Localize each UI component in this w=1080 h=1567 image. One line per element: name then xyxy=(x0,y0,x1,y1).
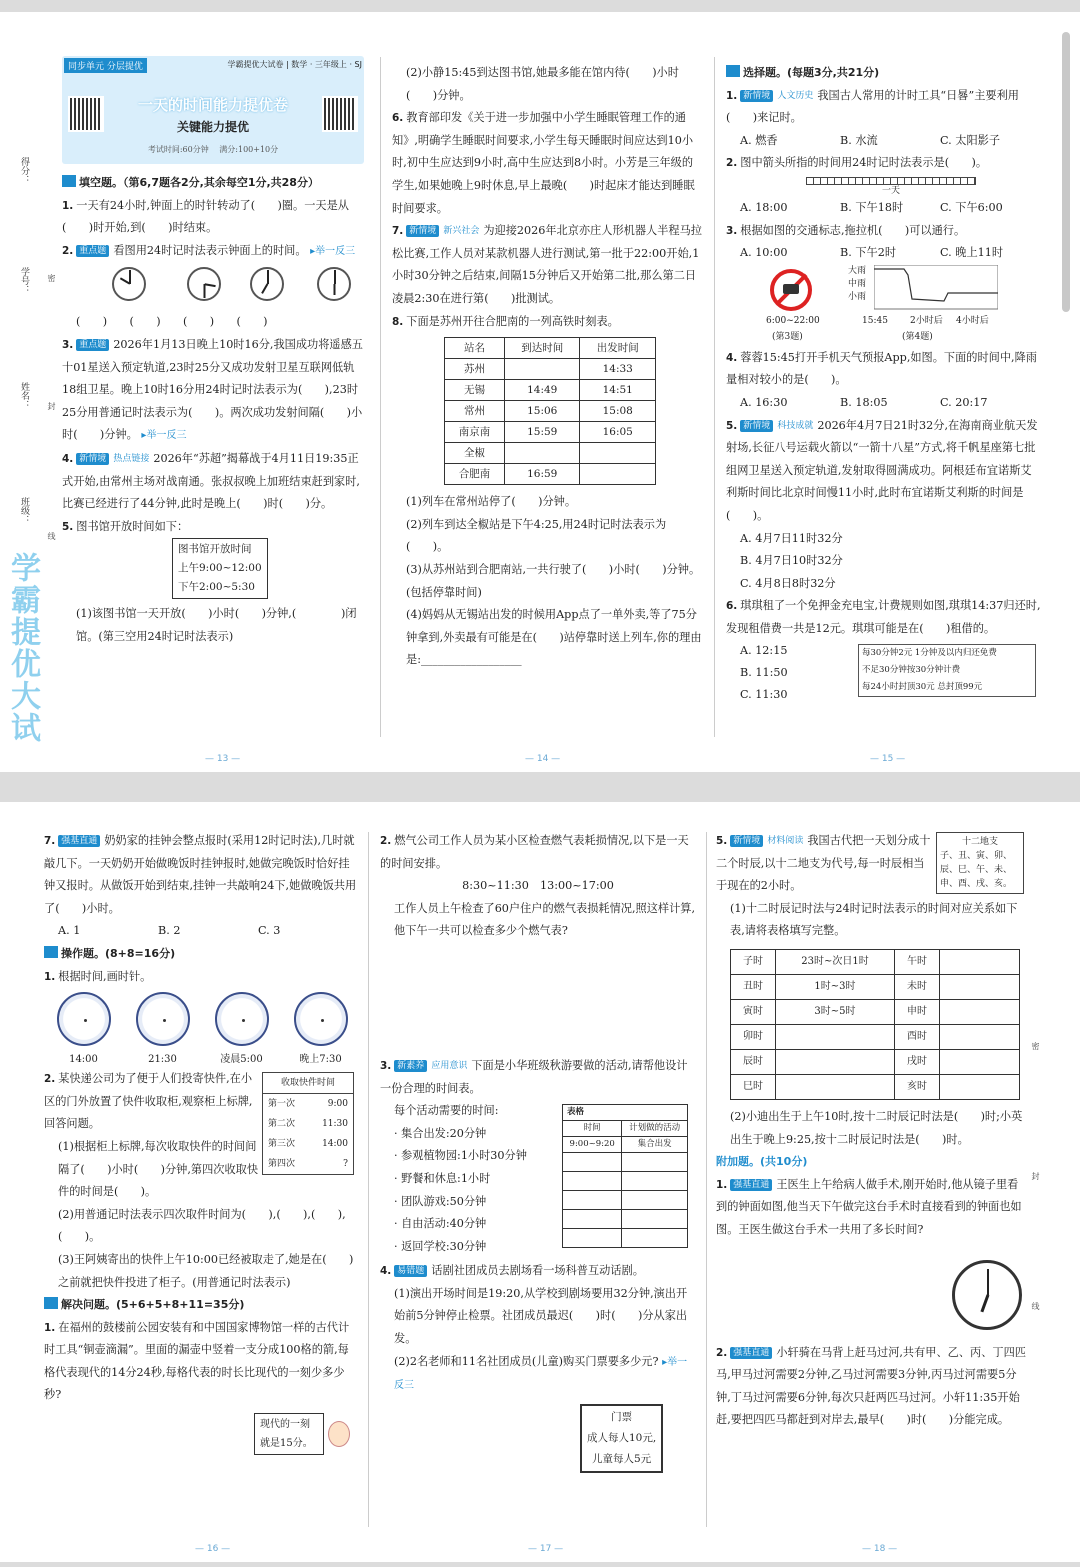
section-marker xyxy=(726,65,740,77)
earthly-branches-box: 十二地支 子、丑、寅、卯、辰、巳、午、未、申、酉、戌、亥。 xyxy=(936,832,1024,894)
question-text: 某快递公司为了便于人们投寄快件,在小区的门外放置了快件收取柜,观察柜上标牌,回答问题。 xyxy=(44,1072,253,1131)
question-text: (4)妈妈从无锡站出发的时候用App点了一单外卖,等了75分钟拿到,外卖最有可能是在( )站停靠时送上列车,你的理由是:__________________ xyxy=(406,608,702,667)
question-subtag: 应用意识 xyxy=(431,1060,468,1071)
hint-bubble: 现代的一刻就是15分。 xyxy=(254,1413,324,1455)
question-tag: 新素养 xyxy=(394,1060,427,1072)
scrollbar[interactable] xyxy=(1062,32,1070,312)
question-text: 王医生上午给病人做手术,刚开始时,他从镜子里看到的钟面如图,他当天下午做完这台手术时直接看到的钟面也如图。王医生做这台手术一共用了多长时间? xyxy=(716,1177,1022,1236)
choice-option[interactable]: C. 11:30 xyxy=(740,688,788,702)
table-row: 巳时 亥时 xyxy=(731,1074,1020,1099)
choice-option[interactable]: A. 燃香 xyxy=(740,133,778,147)
clock-icon xyxy=(317,267,351,301)
question-text: 工作人员上午检查了60户住户的燃气表损耗情况,照这样计算,他下午一共可以检查多少个燃气表? xyxy=(394,901,696,938)
activity-item: · 自由活动:40分钟 xyxy=(394,1217,487,1231)
activity-item: · 返回学校:30分钟 xyxy=(394,1239,487,1253)
question-text: (1)该图书馆一天开放( )小时( )分钟,( )闭馆。(第三空用24时记时法表示) xyxy=(76,607,357,643)
blank-clock-icon[interactable] xyxy=(215,992,269,1046)
choice-option[interactable]: B. 4月7日10时32分 xyxy=(740,554,843,568)
clock-icon xyxy=(250,267,284,301)
exam-subtitle: 关键能力提优 xyxy=(176,120,249,134)
question-text: 我国古代把一天划分成十二个时辰,以十二地支为代号,每一时辰相当于现在的2小时。 xyxy=(716,834,931,893)
blank-clock-icon[interactable] xyxy=(294,992,348,1046)
sign-time: 6:00~22:00 xyxy=(766,315,820,326)
question-text: 下面是苏州开往合肥南的一列高铁时刻表。 xyxy=(406,314,619,328)
question-tag: 强基直通 xyxy=(730,1179,772,1191)
question-tag: 易错题 xyxy=(394,1265,427,1277)
question-tag: 重点题 xyxy=(76,339,109,351)
series-label: 学霸提优大试卷 | 数学 · 三年级上 · SJ xyxy=(227,60,362,69)
section-heading: 操作题。(8+8=16分) xyxy=(44,943,360,966)
clock-row: 14:00 21:30 凌晨5:00 晚上7:30 xyxy=(44,988,360,1068)
question-text: 燃气公司工作人员为某小区检查燃气表耗损情况,以下是一天的时间安排。 xyxy=(380,834,689,870)
score-label: 得分： xyxy=(19,157,29,184)
question-subtag: 人文历史 xyxy=(777,90,814,101)
figure-caption: (第3题) xyxy=(772,331,803,342)
question-text: (1)列车在常州站停了( )分钟。 xyxy=(406,495,577,509)
column-divider xyxy=(714,57,715,737)
question-text: (1)根据柜上标牌,每次收取快件的时间间隔了( )小时( )分钟,第四次收取快件的时间是( )。 xyxy=(58,1139,259,1199)
question-text: 2026年1月13日晚上10时16分,我国成功将遥感五十01星送入预定轨道,23时25分又成功发射卫星互联网低轨18组卫星。晚上10时16分用24时记时法表示为( ),23时25分用普通记时法表示为( )。两次成功发射间隔( )小时( )分钟。 xyxy=(62,337,363,442)
table-row xyxy=(563,1172,688,1191)
name-label: 姓名： xyxy=(19,382,29,409)
practice-link[interactable]: ▸举一反三 xyxy=(310,245,356,257)
section-marker xyxy=(44,1297,58,1309)
question-text: 小轩骑在马背上赶马过河,共有甲、乙、丙、丁四匹马,甲马过河需要2分钟,乙马过河需要3分钟,丙马过河需要5分钟,丁马过河需要6分钟,每次只赶两匹马过河。小轩11:35开始赶,要把四匹马都赶到对岸去,最早( )时( )分能完成。 xyxy=(716,1345,1026,1427)
no-tractor-sign-icon xyxy=(770,269,812,311)
library-hours-box: 图书馆开放时间 上午9:00~12:00 下午2:00~5:30 xyxy=(172,538,268,599)
section-marker xyxy=(62,175,76,187)
question-tag: 新情境 xyxy=(76,453,109,465)
question-text: 2026年4月7日21时32分,在海南商业航天发射场,长征八号运载火箭以“一箭十八星”方式,将千帆星座第七批组网卫星送入预定轨道,发射取得圆满成功。阿根廷布宜诺斯艾利斯时间比北京时间慢11小时,此时布宜诺斯艾利斯的时间是( )。 xyxy=(726,418,1038,522)
question-text: (1)十二时辰记时法与24时记时法表示的时间对应关系如下表,请将表格填写完整。 xyxy=(730,901,1018,938)
column-3: 5. 新情境 材料阅读 我国古代把一天划分成十二个时辰,以十二地支为代号,每一时辰相当于现在的2小时。 十二地支 子、丑、寅、卯、辰、巳、午、未、申、酉、戌、亥。 (1)十二时辰记时法与24时记时法表示的时间对应关系如下表,请将表格填写完整。 子时 23时~次日1时 午时 丑时 1时~3时 未时 寅时 3时~5时 申时 卯时 酉时 辰时 戌时 巳时 亥时 (2)小迪出生于上午10时,按十二时辰记时法是( )时;小英出生于晚上9:25,按十二时辰记时法是( )时。 附加题。(共10分) 1. 强基直通 王医生上午给病人做手术,刚开始时,他从镜子里看到的钟面如图,他当天下午做完这台手术时直接看到的钟面也如图。王医生做这台手术一共用了多长时间? 2. 强基直通 小轩骑在马背上赶马过河,共有甲、乙、丙、丁四匹马,甲马过河需要2分钟,乙马过河需要3分钟,丙马过河需要5分钟,丁马过河需要6分钟,每次只赶两匹马过河。小轩11:35开始赶,要把四匹马都赶到对岸去,最早( )时( )分能完成。 xyxy=(716,834,1026,1427)
choice-option[interactable]: B. 11:50 xyxy=(740,666,788,680)
choice-option[interactable]: C. 20:17 xyxy=(940,395,988,409)
qr-code-icon xyxy=(324,98,356,130)
clock-icon xyxy=(112,267,146,301)
work-hours: 8:30~11:30 13:00~17:00 xyxy=(462,879,614,893)
column-1: 7. 强基直通 奶奶家的挂钟会整点报时(采用12时记时法),几时就敲几下。一天奶奶开始做晚饭时挂钟报时,她做完晚饭时恰好挂钟又报时。从做饭开始到结束,挂钟一共敲响24下,她做晚饭共用了( )小时。 A. 1 B. 2 C. 3 操作题。(8+8=16分) 1. 根据时间,画时针。 14:00 21:30 凌晨5:00 晚上7:30 2. 某快递公司为了便于人们投寄快件,在小区的门外放置了快件收取柜,观察柜上标牌,回答问题。 收取快件时间 第一次 9:00 第二次 11:30 第三次 14:00 第四次 ? (1)根据柜上标牌,每次收取快件的时间间隔了( )小时( )分钟,第四次收取快件的时间是( )。 (2)用普通记时法表示四次取件时间为( ),( ),( ),( )。 (3)王阿姨寄出的快件上午10:00已经被取走了,她是在( )之前就把快件投进了柜子。(用普通记时法表示) 解决问题。(5+6+5+8+11=35分) 1. 在福州的鼓楼前公园安装有和中国国家博物馆一样的古代计时工具“铜壶滴漏”。里面的漏壶中竖着一支分成100格的箭,每格代表现代的14分24秒,每格代表的时长比现代的一刻少多少秒? 现代的一刻就是15分。 xyxy=(44,830,360,1530)
question-subtag: 材料阅读 xyxy=(767,836,804,846)
column-divider xyxy=(380,57,381,737)
section-heading: 选择题。(每题3分,共21分) xyxy=(726,62,1042,85)
table-row: 南京南 15:59 16:05 xyxy=(445,422,656,443)
question-text: 图中箭头所指的时间用24时记时法表示是( )。 xyxy=(740,156,988,170)
page-number: — 17 — xyxy=(528,1544,564,1554)
choice-option[interactable]: A. 1 xyxy=(58,924,81,938)
mirror-clock-icon xyxy=(952,1260,1022,1330)
practice-link[interactable]: ▸举一反三 xyxy=(394,1356,688,1392)
page-number: — 18 — xyxy=(862,1544,898,1554)
question-text: 话剧社团成员去剧场看一场科普互动话剧。 xyxy=(431,1264,644,1278)
schedule-table: 表格 时间 计划做的活动 9:00~9:20 集合出发 xyxy=(562,1104,688,1248)
table-row: 寅时 3时~5时 申时 xyxy=(731,999,1020,1024)
seal-char: 线 xyxy=(1031,1302,1040,1310)
choice-option[interactable]: B. 下午2时 xyxy=(840,246,897,260)
worksheet-page-top xyxy=(0,12,1080,772)
section-heading: 填空题。（第6,7题各2分,其余每空1分,共28分） xyxy=(62,172,366,195)
pricing-rules-box: 每30分钟2元 1分钟及以内归还免费 不足30分钟按30分钟计费 每24小时封顶30元 总封顶99元 xyxy=(858,644,1036,697)
question-text: (3)王阿姨寄出的快件上午10:00已经被取走了,她是在( )之前就把快件投进了柜子。(用普通记时法表示) xyxy=(58,1252,354,1289)
question-text: (2)小静15:45到达图书馆,她最多能在馆内待( )小时( )分钟。 xyxy=(406,66,679,102)
seal-char: 密 xyxy=(1031,1042,1040,1050)
day-bar-figure: 一天 xyxy=(806,177,976,197)
choice-option[interactable]: A. 10:00 xyxy=(740,246,788,260)
activity-item: · 集合出发:20分钟 xyxy=(394,1126,487,1140)
clock-scenes xyxy=(62,263,366,311)
extra-section-heading: 附加题。(共10分) xyxy=(716,1155,808,1169)
table-row xyxy=(563,1191,688,1210)
question-text: 蓉蓉15:45打开手机天气预报App,如图。下面的时间中,降雨量相对较小的是( )。 xyxy=(726,350,1037,387)
question-text: 下面是小华班级秋游要做的活动,请帮他设计一份合理的时间表。 xyxy=(380,1058,688,1095)
activity-item: · 参观植物园:1小时30分钟 xyxy=(394,1149,527,1163)
question-text: 根据如图的交通标志,拖拉机( )可以通行。 xyxy=(740,223,966,237)
question-tag: 重点题 xyxy=(76,245,109,257)
train-timetable: 站名 到达时间 出发时间 苏州 14:33 无锡 14:49 14:51 常州 15:06 15:08 南京南 15:59 16:05 全椒 合肥南 16:59 xyxy=(444,337,656,485)
qr-code-icon xyxy=(70,98,102,130)
column-2: 2. 燃气公司工作人员为某小区检查燃气表耗损情况,以下是一天的时间安排。 8:30~11:30 13:00~17:00 工作人员上午检查了60户住户的燃气表损耗情况,照这样计算,他下午一共可以检查多少个燃气表? 3. 新素养 应用意识 下面是小华班级秋游要做的活动,请帮他设计一份合理的时间表。 每个活动需要的时间: · 集合出发:20分钟 · 参观植物园:1小时30分钟 · 野餐和休息:1小时 · 团队游戏:50分钟 · 自由活动:40分钟 · 返回学校:30分钟 表格 时间 计划做的活动 9:00~9:20 集合出发 4. 易错题 话剧社团成员去剧场看一场科普互动话剧。 (1)演出开场时间是19:20,从学校到剧场要用32分钟,演出开始前5分钟停止检票。社团成员最迟( )时( )分从家出发。 (2)2名老师和11名社团成员(儿童)购买门票要多少元? ▸举一反三 门票 成人每人10元, 儿童每人5元 xyxy=(380,830,696,1530)
binding-strip xyxy=(0,12,58,772)
question-text: 在福州的鼓楼前公园安装有和中国国家博物馆一样的古代计时工具“铜壶滴漏”。里面的漏壶中竖着一支分成100格的箭,每格代表现代的14分24秒,每格代表的时长比现代的一刻少多少秒? xyxy=(44,1320,350,1402)
seal-char: 封 xyxy=(47,402,56,410)
column-1: 填空题。（第6,7题各2分,其余每空1分,共28分） 1. 一天有24小时,钟面上的时针转动了( )圈。一天是从( )时开始,到( )时结束。 2. 重点题 看图用24时记时法表示钟面上的时间。 ▸举一反三 ( ) ( ) ( ) ( ) 3. 重点题 2026年1月13日晚上10时16分,我国成功将遥感五十01星送入预定轨道,23时25分又成功发射卫星互联网低轨18组卫星。晚上10时16分用24时记时法表示为( ),23时25分用普通记时法表示为( )。两次成功发射间隔( )小时( )分钟。 ▸举一反三 4. 新情境 热点链接 2026年“苏超”揭幕战于4月11日19:35正式开始,由常州主场对战南通。张叔叔晚上加班结束赶到家时,比赛已经进行了44分钟,此时是晚上( )时( )分。 5. 图书馆开放时间如下： 图书馆开放时间 上午9:00~12:00 下午2:00~5:30 (1)该图书馆一天开放( )小时( )分钟,( )闭馆。(第三空用24时记时法表示) xyxy=(62,172,366,752)
choice-option[interactable]: C. 下午6:00 xyxy=(940,200,1003,214)
question-tag: 新情境 xyxy=(406,225,439,237)
section-marker xyxy=(44,946,58,958)
exam-time: 考试时间:60分钟 xyxy=(147,145,209,154)
choice-option[interactable]: A. 16:30 xyxy=(740,395,788,409)
pickup-times-box: 收取快件时间 第一次 9:00 第二次 11:30 第三次 14:00 第四次 ? xyxy=(262,1072,354,1175)
choice-option[interactable]: A. 4月7日11时32分 xyxy=(740,531,843,545)
question-tag: 强基直通 xyxy=(730,1347,772,1359)
question-text: (2)2名老师和11名社团成员(儿童)购买门票要多少元? xyxy=(394,1354,659,1368)
answer-space[interactable] xyxy=(380,943,696,1055)
question-subtag: 新兴社会 xyxy=(443,226,480,237)
rain-chart: 大雨 中雨 小雨 15:45 2小时后 4小时后 xyxy=(848,265,998,313)
question-text: 琪琪租了一个免押金充电宝,计费规则如图,琪琪14:37归还时,发现租借费一共是12元。琪琪可能是在( )租借的。 xyxy=(726,599,1041,635)
figure-caption: (第4题) xyxy=(902,331,933,342)
seal-char: 封 xyxy=(1031,1172,1040,1180)
question-text: 教育部印发《关于进一步加强中小学生睡眠管理工作的通知》,明确学生睡眠时间要求,小学生每天睡眠时间应达到10小时,初中生应达到9小时,高中生应达到8小时。小芳是三年级的学生,如果她晚上9时休息,早上最晚( )时起床才能达到睡眠时间要求。 xyxy=(392,111,695,215)
table-row: 常州 15:06 15:08 xyxy=(445,401,656,422)
ticket-price-box: 门票 成人每人10元, 儿童每人5元 xyxy=(580,1404,663,1473)
activity-item: · 野餐和休息:1小时 xyxy=(394,1171,491,1185)
blank-clock-icon[interactable] xyxy=(57,992,111,1046)
choice-option[interactable]: C. 晚上11时 xyxy=(940,246,1004,260)
question-tag: 新情境 xyxy=(740,420,773,432)
brand-logo: 学霸提优大试 xyxy=(5,552,40,744)
column-2: (2)小静15:45到达图书馆,她最多能在馆内待( )小时( )分钟。 6. 教育部印发《关于进一步加强中小学生睡眠管理工作的通知》,明确学生睡眠时间要求,小学生每天睡眠时间应达到10小时,初中生应达到9小时,高中生应达到8小时。小芳是三年级的学生,如果她晚上9时休息,早上最晚( )时起床才能达到睡眠时间要求。 7. 新情境 新兴社会 为迎接2026年北京亦庄人形机器人半程马拉松比赛,工作人员对某款机器人进行测试,第一批于22:00开始,1小时30分钟之后结束,间隔15分钟后又开始第二批,那么第二日凌晨2:30在进行第( )批测试。 8. 下面是苏州开往合肥南的一列高铁时刻表。 站名 到达时间 出发时间 苏州 14:33 无锡 14:49 14:51 常州 15:06 15:08 南京南 15:59 16:05 全椒 合肥南 16:59 (1)列车在常州站停了( )分钟。 (2)列车到达全椒站是下午4:25,用24时记时法表示为( )。 (3)从苏州站到合肥南站,一共行驶了( )小时( )分钟。(包括停靠时间) (4)妈妈从无锡站出发的时候用App点了一单外卖,等了75分钟拿到,外卖最有可能是在( )站停靠时送上列车,你的理由是:__________________ xyxy=(392,62,704,752)
table-row xyxy=(563,1210,688,1229)
student-no-label: 学号： xyxy=(19,267,29,294)
question-text: 图书馆开放时间如下： xyxy=(76,519,189,533)
choice-option[interactable]: C. 4月8日8时32分 xyxy=(740,576,836,590)
table-row: 无锡 14:49 14:51 xyxy=(445,380,656,401)
question-tag: 新情境 xyxy=(730,835,763,847)
question-text: 一天有24小时,钟面上的时针转动了( )圈。一天是从( )时开始,到( )时结束。 xyxy=(62,198,349,235)
class-label: 班级： xyxy=(19,497,29,524)
exam-title: 一天的时间能力提优卷 xyxy=(137,96,288,114)
column-divider xyxy=(706,832,707,1527)
table-row: 苏州 14:33 xyxy=(445,359,656,380)
question-subtag: 科技成就 xyxy=(777,420,814,431)
activity-item: · 团队游戏:50分钟 xyxy=(394,1194,487,1208)
worksheet-page-bottom xyxy=(0,802,1080,1562)
page-number: — 16 — xyxy=(195,1544,231,1554)
table-row: 辰时 戌时 xyxy=(731,1049,1020,1074)
shichen-table xyxy=(730,949,1020,1100)
unit-badge: 同步单元 分层提优 xyxy=(64,58,147,73)
question-text: 看图用24时记时法表示钟面上的时间。 xyxy=(113,243,307,257)
table-row: 9:00~9:20 集合出发 xyxy=(563,1137,688,1153)
question-text: 根据时间,画时针。 xyxy=(58,969,152,983)
blank-clock-icon[interactable] xyxy=(136,992,190,1046)
choice-option[interactable]: B. 2 xyxy=(158,924,181,938)
column-3: 选择题。(每题3分,共21分) 1. 新情境 人文历史 我国古人常用的计时工具“日晷”主要利用( )来记时。 A. 燃香 B. 水流 C. 太阳影子 2. 图中箭头所指的时间用24时记时法表示是( )。 一天 A. 18:00 B. 下午18时 C. 下午6:00 3. 根据如图的交通标志,拖拉机( )可以通行。 A. 10:00 B. 下午2时 C. 晚上11时 6:00~22:00 (第3题) 大雨 中雨 小雨 15:45 2小时后 4小时后 (第4题) 4. 蓉蓉15:45打开手机天气预报App,如图。下面的时间中,降雨量相对较小的是( )。 A. 16:30 B. 18:05 C. 20:17 5. 新情境 科技成就 2026年4月7日21时32分,在海南商业航天发射场,长征八号运载火箭以“一箭十八星”方式,将千帆星座第七批组网卫星送入预定轨道,发射取得圆满成功。阿根廷布宜诺斯艾利斯时间比北京时间慢11小时,此时布宜诺斯艾利斯的时间是( )。 A. 4月7日11时32分 B. 4月7日10时32分 C. 4月8日8时32分 6. 琪琪租了一个免押金充电宝,计费规则如图,琪琪14:37归还时,发现租借费一共是12元。琪琪可能是在( )租借的。 A. 12:15 B. 11:50 C. 11:30 每30分钟2元 1分钟及以内归还免费 不足30分钟按30分钟计费 每24小时封顶30元 总封顶99元 xyxy=(726,62,1042,752)
column-divider xyxy=(368,832,369,1527)
page-number: — 14 — xyxy=(525,754,561,764)
choice-option[interactable]: A. 12:15 xyxy=(740,644,788,658)
seal-char: 密 xyxy=(47,274,56,282)
girl-avatar xyxy=(328,1421,350,1447)
full-score: 满分:100+10分 xyxy=(219,145,279,154)
choice-option[interactable]: B. 水流 xyxy=(840,133,878,147)
table-row: 合肥南 16:59 xyxy=(445,464,656,485)
choice-option[interactable]: C. 3 xyxy=(258,924,281,938)
question-text: (1)演出开场时间是19:20,从学校到剧场要用32分钟,演出开始前5分钟停止检票。社团成员最迟( )时( )分从家出发。 xyxy=(394,1286,688,1345)
figures-3-4 xyxy=(726,265,1042,347)
question-tag: 强基直通 xyxy=(58,835,100,847)
choice-option[interactable]: B. 下午18时 xyxy=(840,200,904,214)
table-row: 丑时 1时~3时 未时 xyxy=(731,974,1020,999)
choice-option[interactable]: B. 18:05 xyxy=(840,395,888,409)
question-text: (2)用普通记时法表示四次取件时间为( ),( ),( ),( )。 xyxy=(58,1207,346,1244)
table-row xyxy=(563,1229,688,1248)
clock-icon xyxy=(187,267,221,301)
timeline-bar xyxy=(806,177,976,185)
answer-blanks: ( ) ( ) ( ) ( ) xyxy=(76,315,268,329)
question-text: (2)小迪出生于上午10时,按十二时辰记时法是( )时;小英出生于晚上9:25,按十二时辰记时法是( )时。 xyxy=(730,1109,1023,1146)
seal-char: 线 xyxy=(47,532,56,540)
question-tag: 新情境 xyxy=(740,90,773,102)
section-heading: 解决问题。(5+6+5+8+11=35分) xyxy=(44,1294,360,1317)
table-row: 全椒 xyxy=(445,443,656,464)
question-text: (3)从苏州站到合肥南站,一共行驶了( )小时( )分钟。(包括停靠时间) xyxy=(406,562,701,599)
page-number: — 15 — xyxy=(870,754,906,764)
page-number: — 13 — xyxy=(205,754,241,764)
exam-header xyxy=(62,56,364,164)
question-text: (2)列车到达全椒站是下午4:25,用24时记时法表示为( )。 xyxy=(406,517,667,554)
choice-option[interactable]: A. 18:00 xyxy=(740,200,788,214)
question-text: 为迎接2026年北京亦庄人形机器人半程马拉松比赛,工作人员对某款机器人进行测试,第一批于22:00开始,1小时30分钟之后结束,间隔15分钟后又开始第二批,那么第二日凌晨2:30在进行第( )批测试。 xyxy=(392,224,702,305)
question-subtag: 热点链接 xyxy=(113,453,150,464)
table-row: 卯时 酉时 xyxy=(731,1024,1020,1049)
rain-curve xyxy=(874,265,998,311)
table-row: 子时 23时~次日1时 午时 xyxy=(731,949,1020,974)
question-text: 奶奶家的挂钟会整点报时(采用12时记时法),几时就敲几下。一天奶奶开始做晚饭时挂钟报时,她做完晚饭时恰好挂钟又报时。从做饭开始到结束,挂钟一共敲响24下,她做晚饭共用了( )小时。 xyxy=(44,834,357,915)
question-text: 2026年“苏超”揭幕战于4月11日19:35正式开始,由常州主场对战南通。张叔叔晚上加班结束赶到家时,比赛已经进行了44分钟,此时是晚上( )时( )分。 xyxy=(62,451,360,511)
choice-option[interactable]: C. 太阳影子 xyxy=(940,133,1001,147)
practice-link[interactable]: ▸举一反三 xyxy=(141,430,187,442)
table-row xyxy=(563,1153,688,1172)
question-text: 我国古人常用的计时工具“日晷”主要利用( )来记时。 xyxy=(726,88,1019,125)
